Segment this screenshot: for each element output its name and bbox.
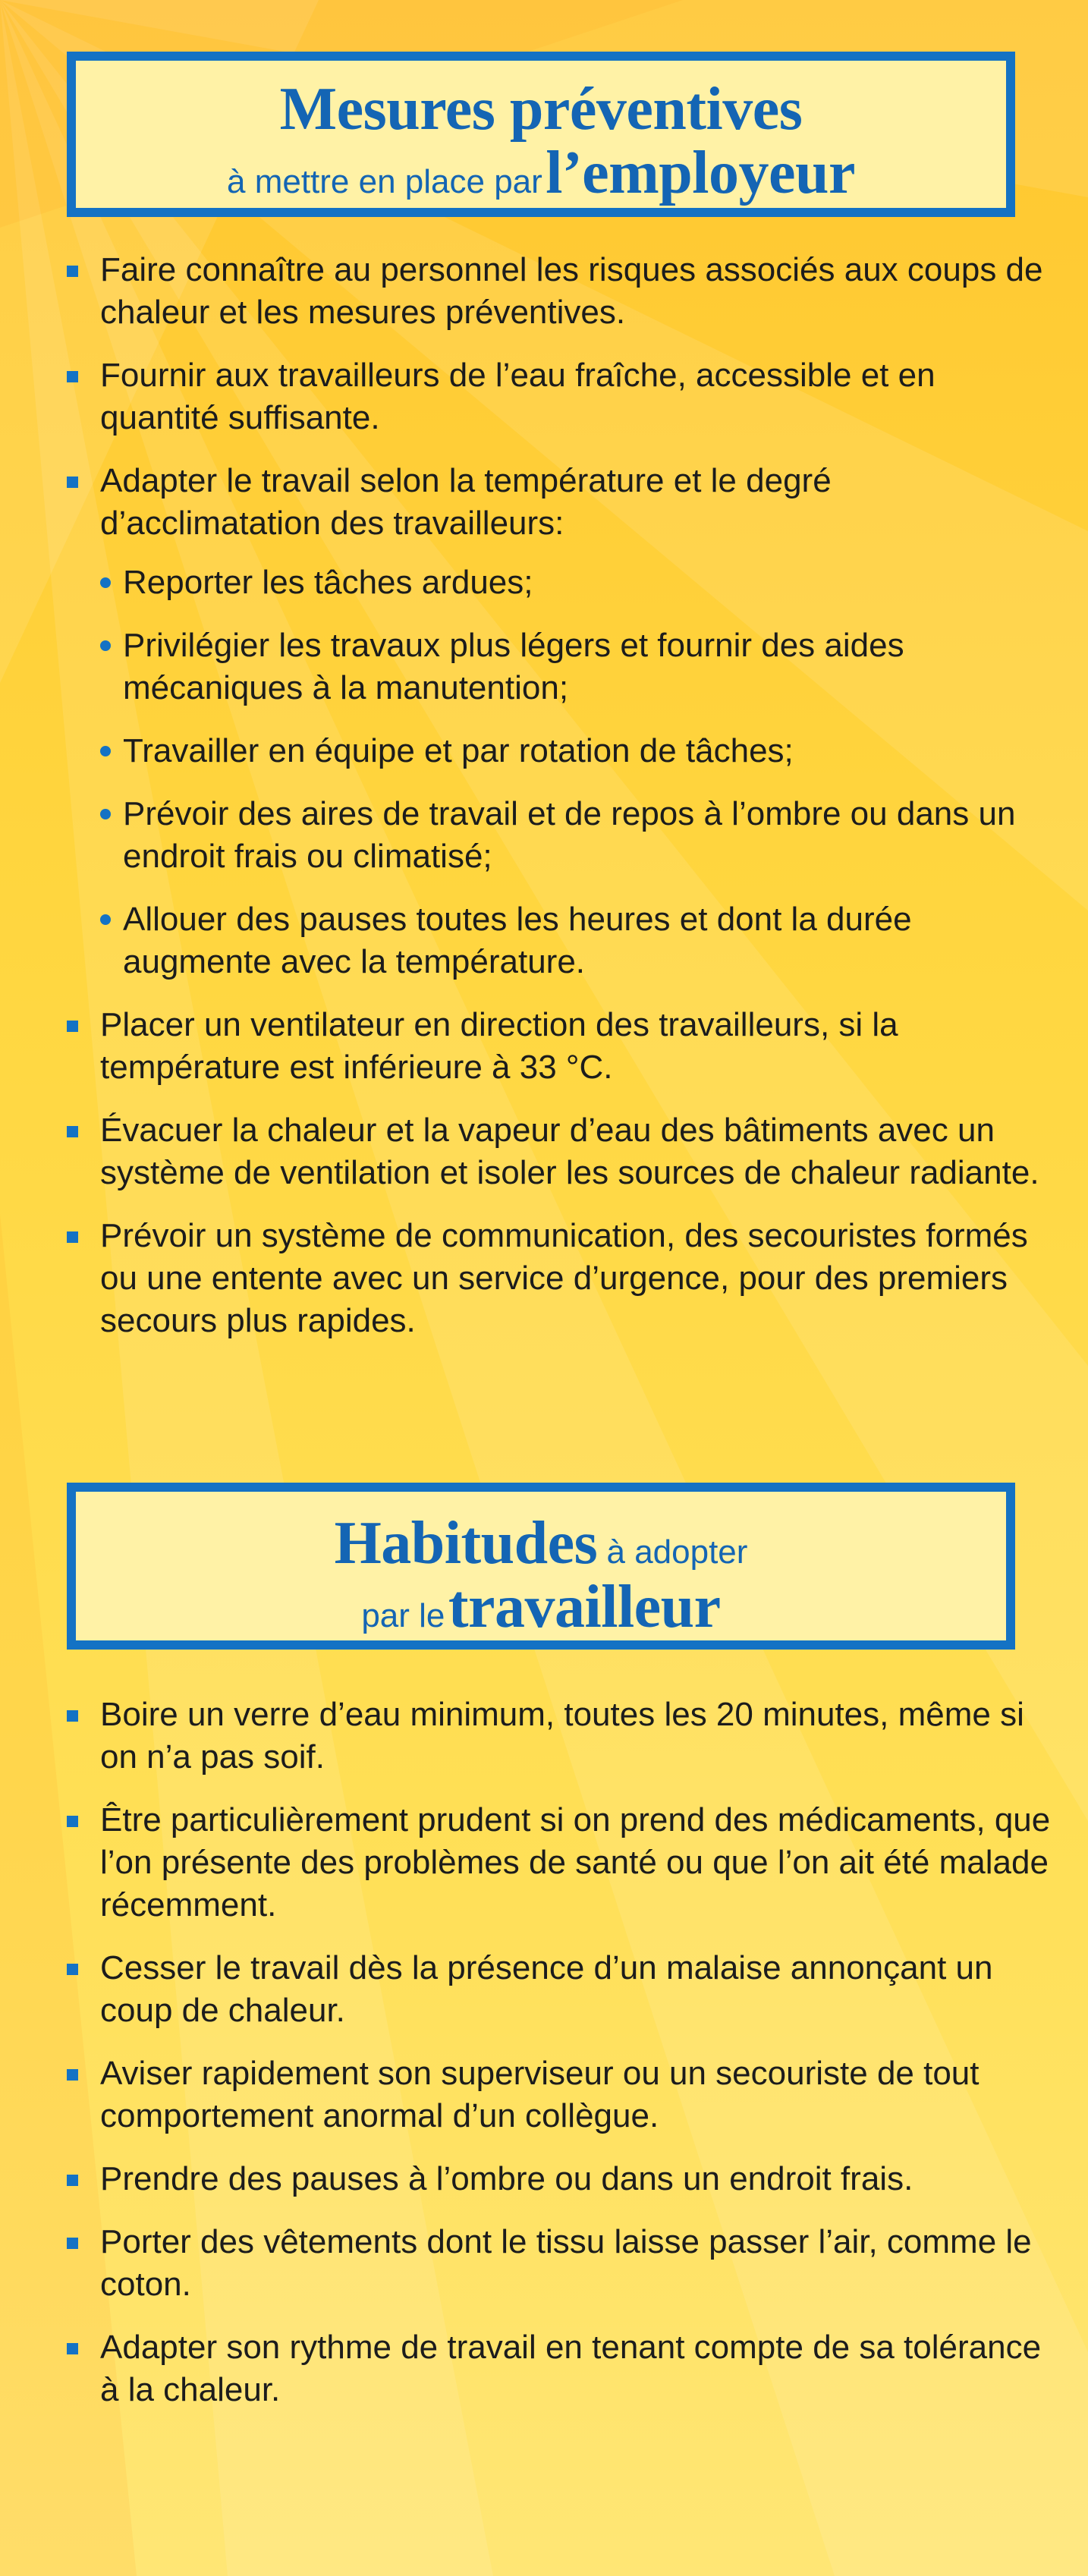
square-bullet-icon (67, 2343, 78, 2354)
list-item: Placer un ventilateur en direction des travailleurs, si la température est inférieure à 33 °C. (65, 1004, 1052, 1089)
square-bullet-icon (67, 371, 78, 382)
employer-measures-list (65, 249, 1052, 1363)
list-item: Porter des vêtements dont le tissu laisse passer l’air, comme le coton. (65, 2221, 1052, 2306)
sub-list-item: Travailler en équipe et par rotation de tâches; (100, 730, 1052, 772)
square-bullet-icon (67, 1964, 78, 1975)
list-item: Aviser rapidement son superviseur ou un secouriste de tout comportement anormal d’un collègue. (65, 2052, 1052, 2137)
dot-bullet-icon (100, 640, 111, 651)
dot-bullet-icon (100, 746, 111, 756)
sub-list-item: Privilégier les travaux plus légers et fournir des aides mécaniques à la manutention; (100, 624, 1052, 709)
square-bullet-icon (67, 2175, 78, 2186)
employer-title-subline (76, 140, 1006, 206)
worker-title-emphasis: travailleur (448, 1574, 721, 1640)
list-item: Prendre des pauses à l’ombre ou dans un endroit frais. (65, 2158, 1052, 2200)
sub-list-item: Reporter les tâches ardues; (100, 561, 1052, 604)
dot-bullet-icon (100, 914, 111, 925)
sub-list-item: Allouer des pauses toutes les heures et dont la durée augmente avec la température. (100, 898, 1052, 983)
worker-title-line2 (76, 1574, 1006, 1640)
list-item: Cesser le travail dès la présence d’un malaise annonçant un coup de chaleur. (65, 1947, 1052, 2032)
worker-title-suffix: à adopter (597, 1533, 748, 1571)
worker-title-box (67, 1483, 1015, 1650)
list-item: Prévoir un système de communication, des secouristes formés ou une entente avec un service d’urgence, pour des premiers secours plus rapides. (65, 1215, 1052, 1342)
square-bullet-icon (67, 1021, 78, 1032)
dot-bullet-icon (100, 809, 111, 819)
sub-list-item: Prévoir des aires de travail et de repos à l’ombre ou dans un endroit frais ou climatisé; (100, 793, 1052, 878)
square-bullet-icon (67, 1710, 78, 1722)
list-item: Adapter le travail selon la température et le degré d’acclimatation des travailleurs: Reporter les tâches ardues; Privilégier les travaux plus légers et fournir des aides mécaniques à la manutention; Travailler en équipe et par rotation de tâches; Prévoir des aires de travail et de repos à l’ombre ou dans un endroit frais ou climatisé; Allouer des pauses toutes les heures et dont la durée augmente avec la température. (65, 460, 1052, 983)
employer-title-main: Mesures préventives (279, 76, 803, 143)
worker-title-main: Habitudes (334, 1510, 598, 1577)
square-bullet-icon (67, 266, 78, 277)
square-bullet-icon (67, 477, 78, 488)
square-bullet-icon (67, 1231, 78, 1243)
list-item: Évacuer la chaleur et la vapeur d’eau des bâtiments avec un système de ventilation et isoler les sources de chaleur radiante. (65, 1109, 1052, 1194)
list-item: Être particulièrement prudent si on prend des médicaments, que l’on présente des problèmes de santé ou que l’on ait été malade récemment. (65, 1799, 1052, 1926)
square-bullet-icon (67, 2069, 78, 2081)
work-adaptation-sublist (100, 561, 1052, 983)
employer-title-emphasis: l’employeur (546, 140, 855, 206)
dot-bullet-icon (100, 577, 111, 588)
worker-title-prefix: par le (361, 1597, 445, 1634)
employer-title-prefix: à mettre en place par (227, 163, 542, 200)
square-bullet-icon (67, 1816, 78, 1827)
list-item: Faire connaître au personnel les risques associés aux coups de chaleur et les mesures préventives. (65, 249, 1052, 334)
employer-title-box (67, 52, 1015, 217)
list-item: Boire un verre d’eau minimum, toutes les 20 minutes, même si on n’a pas soif. (65, 1694, 1052, 1779)
worker-title-line1 (76, 1510, 1006, 1577)
square-bullet-icon (67, 1126, 78, 1137)
square-bullet-icon (67, 2238, 78, 2249)
list-item: Fournir aux travailleurs de l’eau fraîche, accessible et en quantité suffisante. (65, 354, 1052, 439)
worker-habits-list (65, 1694, 1052, 2432)
list-item: Adapter son rythme de travail en tenant compte de sa tolérance à la chaleur. (65, 2326, 1052, 2411)
